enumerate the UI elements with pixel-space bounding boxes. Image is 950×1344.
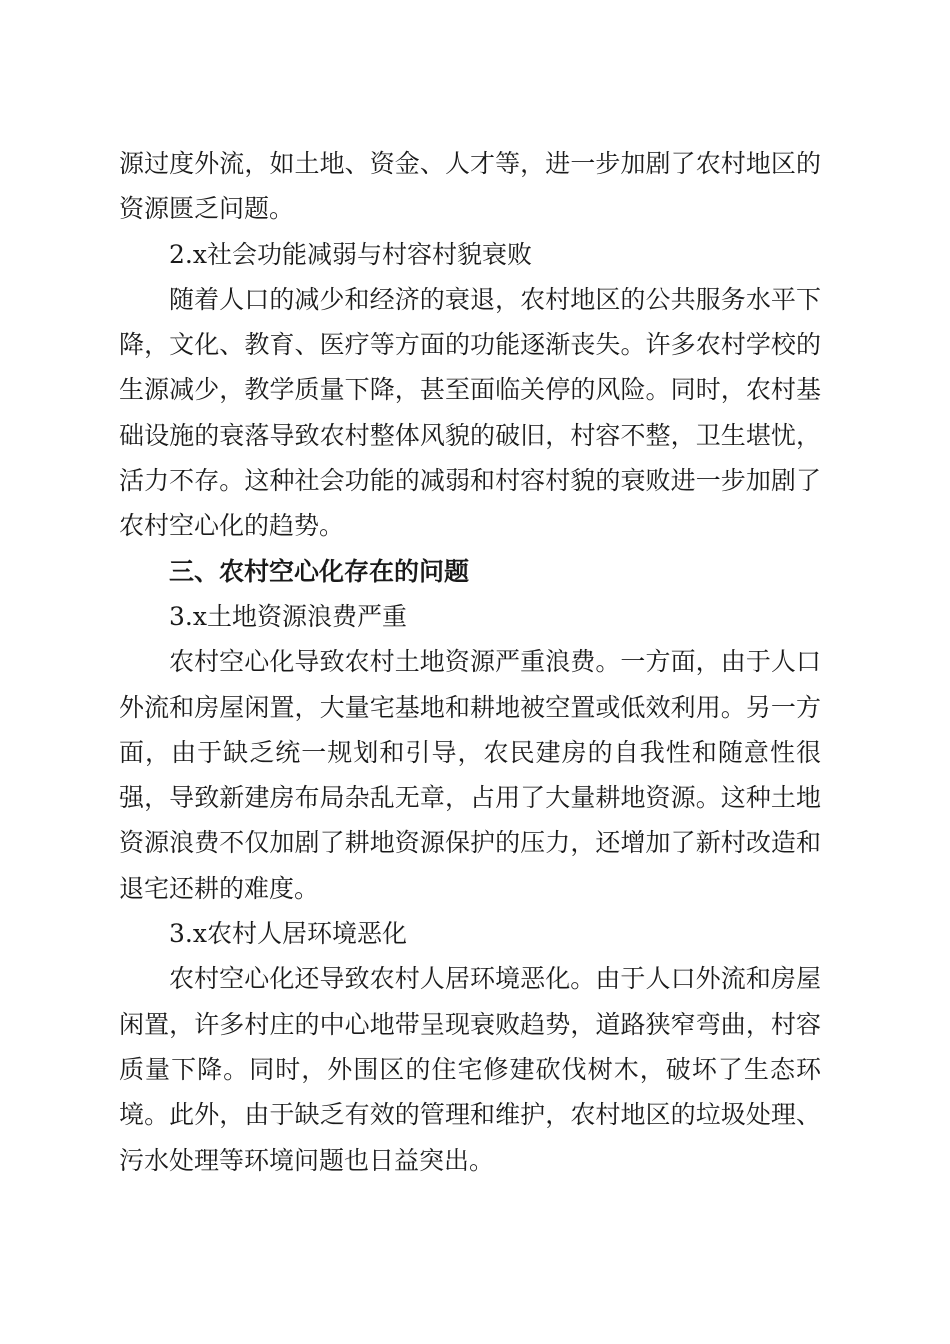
paragraph-living-environment: 农村空心化还导致农村人居环境恶化。由于人口外流和房屋闲置，许多村庄的中心地带呈现衰败趋势，道路狭窄弯曲，村容质量下降。同时，外围区的住宅修建砍伐树木，破坏了生态环境。此外，由于缺乏有效的管理和维护，农村地区的垃圾处理、污水处理等环境问题也日益突出。 <box>119 964 821 1175</box>
subheading-3x-living-environment: 3.x农村人居环境恶化 <box>169 919 407 949</box>
paragraph-continuation: 源过度外流，如土地、资金、人才等，进一步加剧了农村地区的资源匮乏问题。 <box>119 149 821 224</box>
paragraph-land-waste: 农村空心化导致农村土地资源严重浪费。一方面，由于人口外流和房屋闲置，大量宅基地和耕地被空置或低效利用。另一方面，由于缺乏统一规划和引导，农民建房的自我性和随意性很强，导致新建房布局杂乱无章，占用了大量耕地资源。这种土地资源浪费不仅加剧了耕地资源保护的压力，还增加了新村改造和退宅还耕的难度。 <box>119 647 821 903</box>
subheading-2x-social-function: 2.x社会功能减弱与村容村貌衰败 <box>169 239 532 269</box>
document-body <box>119 141 821 1183</box>
subheading-3x-land-waste: 3.x土地资源浪费严重 <box>169 601 407 631</box>
paragraph-social-function: 随着人口的减少和经济的衰退，农村地区的公共服务水平下降，文化、教育、医疗等方面的功能逐渐丧失。许多农村学校的生源减少，教学质量下降，甚至面临关停的风险。同时，农村基础设施的衰落导致农村整体风貌的破旧，村容不整，卫生堪忧，活力不存。这种社会功能的减弱和村容村貌的衰败进一步加剧了农村空心化的趋势。 <box>119 284 821 541</box>
section-heading-3: 三、农村空心化存在的问题 <box>169 556 470 586</box>
